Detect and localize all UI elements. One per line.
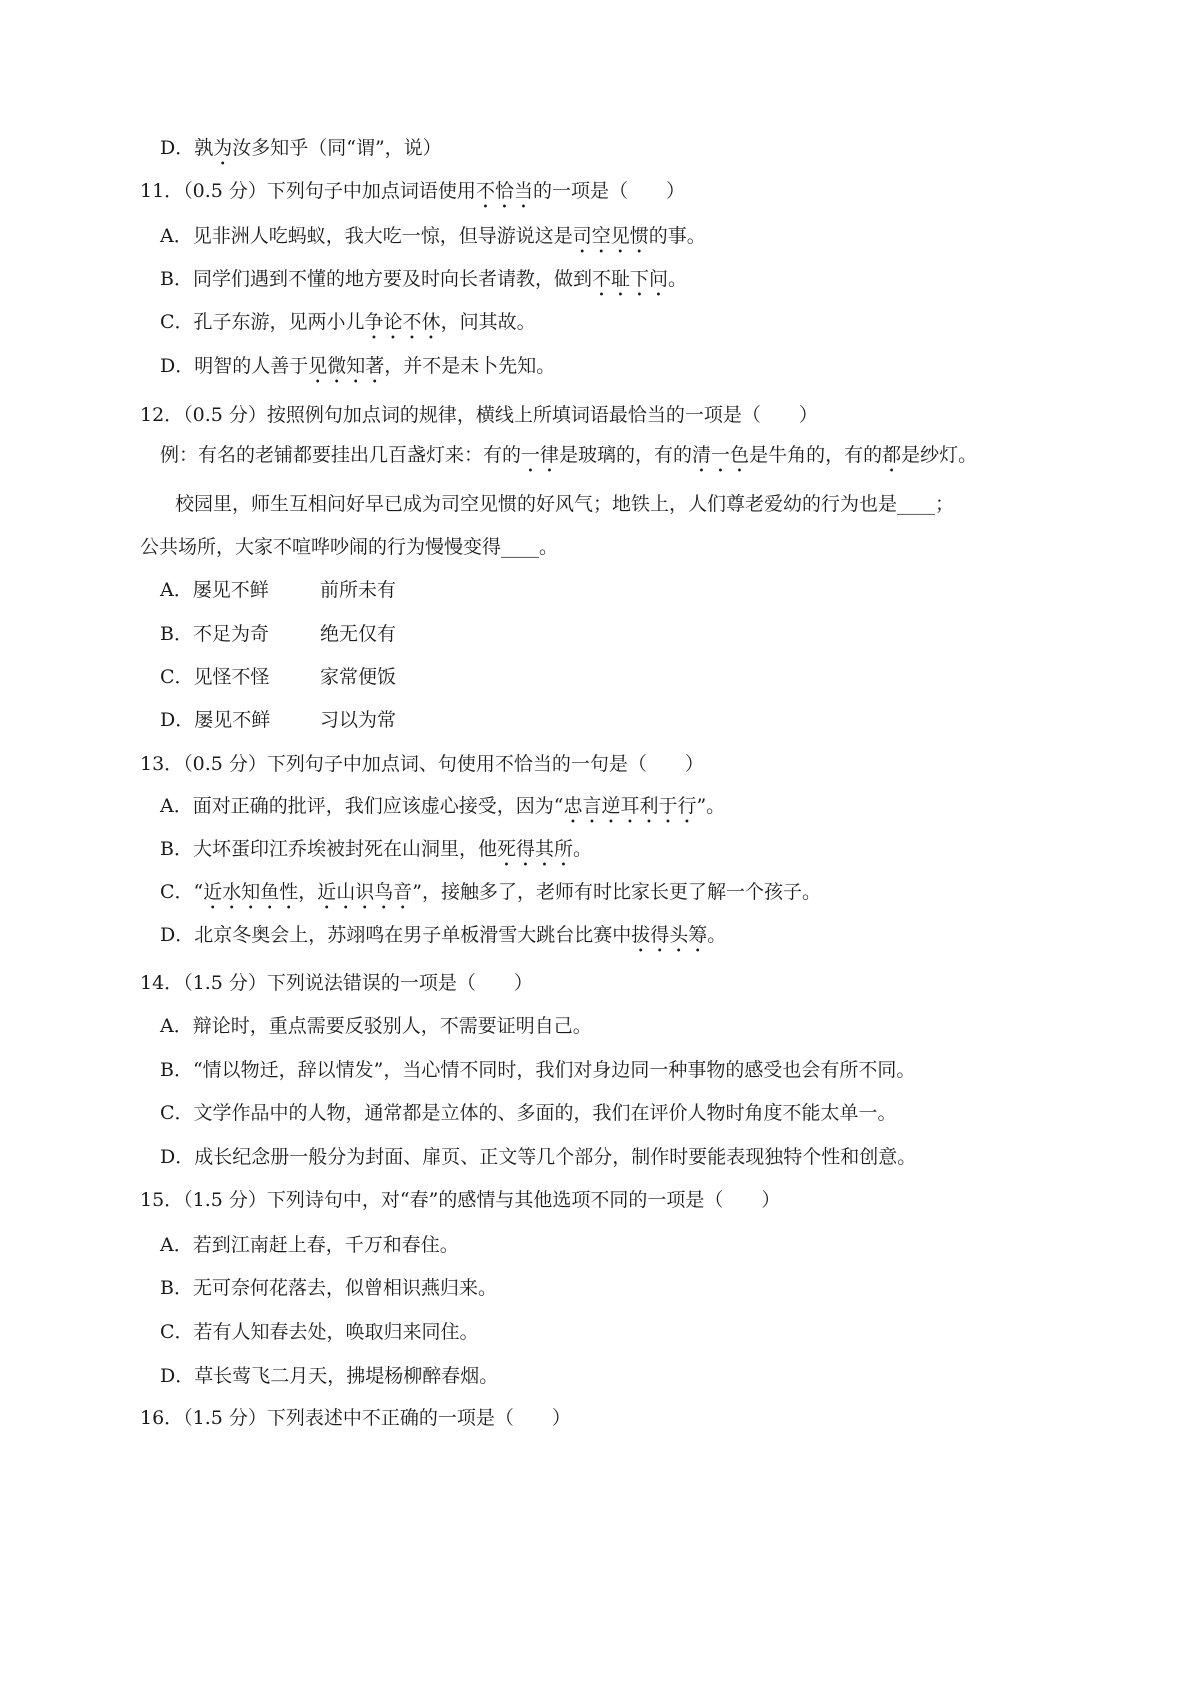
option-line [160, 1276, 497, 1300]
text: 是牛角的，有的 [749, 444, 883, 466]
text: 11．（0.5 分）下列句子中加点词语使用 [140, 180, 476, 202]
text: 汝多知乎（同“谓”，说） [232, 137, 442, 159]
text: A．见非洲人吃蚂蚁，我大吃一惊，但导游说这是 [160, 225, 573, 247]
text: 公共场所，大家不喧哗吵闹的行为慢慢变得 [140, 536, 502, 558]
text: 。 [707, 924, 727, 946]
text: B．不足为奇 [160, 623, 269, 645]
option-line [160, 578, 397, 602]
option-line [160, 354, 555, 388]
option-line [160, 1364, 498, 1388]
text: C．文学作品中的人物，通常都是立体的、多面的，我们在评价人物时角度不能太单一。 [160, 1102, 897, 1124]
question-line [140, 1188, 780, 1212]
option-second-word: 家常便饭 [320, 666, 397, 688]
text: 。 [667, 268, 687, 290]
text: C．孔子东游，见两小儿 [160, 311, 365, 333]
option-line [160, 443, 977, 477]
emphasized-text: 一律 [521, 444, 560, 466]
emphasized-text: 见微知著 [308, 355, 385, 377]
emphasized-text: 清一色 [692, 444, 750, 466]
option-line [160, 1058, 915, 1082]
text: 校园里，师生互相问好早已成为司空见惯的好风气；地铁上，人们尊老爱幼的行为也是 [175, 493, 898, 515]
question-line [140, 403, 818, 427]
paragraph-line [175, 492, 954, 516]
emphasized-text: 死得其所 [496, 838, 573, 860]
text: 13．（0.5 分）下列句子中加点词、句使用不恰当的一句是（ ） [140, 753, 704, 775]
text: 的一项是（ ） [532, 180, 685, 202]
option-line [160, 708, 397, 732]
text: 的事。 [648, 225, 706, 247]
fill-blank: ____ [501, 536, 540, 558]
question-line [140, 535, 558, 559]
option-line [160, 1320, 479, 1344]
text: A．面对正确的批评，我们应该虚心接受，因为“ [160, 795, 564, 817]
text: 12．（0.5 分）按照例句加点词的规律，横线上所填词语最恰当的一项是（ ） [140, 404, 818, 426]
text: 。 [572, 838, 592, 860]
question-line [140, 971, 533, 995]
text: ”，接触多了，老师有时比家长更了解一个孩子。 [412, 881, 821, 903]
option-second-word: 前所未有 [320, 579, 397, 601]
option-second-word: 绝无仅有 [320, 623, 397, 645]
text: D．明智的人善于 [160, 355, 309, 377]
emphasized-text: 争论不休 [364, 311, 441, 333]
text: ”。 [696, 795, 726, 817]
text: ，并不是未卜先知。 [384, 355, 556, 377]
text: A．若到江南赶上春，千万和春住。 [160, 1234, 459, 1256]
text: B．无可奈何花落去，似曾相识燕归来。 [160, 1277, 497, 1299]
option-line [160, 1233, 459, 1257]
option-second-word: 习以为常 [320, 709, 397, 731]
option-line [160, 1145, 916, 1169]
option-line [160, 923, 726, 957]
emphasized-text: 不耻下问 [591, 268, 668, 290]
option-line [160, 224, 706, 258]
text: ，问其故。 [440, 311, 536, 333]
text: 是纱灯。 [901, 444, 978, 466]
text: A．辩论时，重点需要反驳别人，不需要证明自己。 [160, 1015, 592, 1037]
option-line [160, 665, 397, 689]
option-line [160, 794, 725, 828]
text: C．见怪不怪 [160, 666, 270, 688]
text: D．孰 [160, 137, 214, 159]
text: A．屡见不鲜 [160, 579, 269, 601]
text: D．屡见不鲜 [160, 709, 271, 731]
option-line [160, 1014, 592, 1038]
question-line [140, 752, 704, 776]
emphasized-text: 忠言逆耳利于行 [563, 795, 697, 817]
question-line [140, 1406, 571, 1430]
option-line [160, 136, 442, 170]
text: B．同学们遇到不懂的地方要及时向长者请教，做到 [160, 268, 592, 290]
text: 15．（1.5 分）下列诗句中，对“春”的感情与其他选项不同的一项是（ ） [140, 1189, 781, 1211]
text: B．“情以物迁，辞以情发”，当心情不同时，我们对身边同一种事物的感受也会有所不同。 [160, 1059, 916, 1081]
question-line [140, 179, 685, 213]
text: D．草长莺飞二月天，拂堤杨柳醉春烟。 [160, 1365, 499, 1387]
emphasized-text: 都 [882, 444, 902, 466]
emphasized-text: 拔得头筹 [631, 924, 708, 946]
text: C．若有人知春去处，唤取归来同住。 [160, 1321, 479, 1343]
option-line [160, 880, 821, 914]
text: 16．（1.5 分）下列表述中不正确的一项是（ ） [140, 1407, 571, 1429]
emphasized-text: 司空见惯 [572, 225, 649, 247]
text: 是玻璃的，有的 [559, 444, 693, 466]
emphasized-text: 为 [213, 137, 233, 159]
option-line [160, 310, 536, 344]
emphasized-text: 近水知鱼性，近山识鸟音 [203, 881, 413, 903]
option-line [160, 1101, 897, 1125]
text: ； [935, 493, 955, 515]
text: C．“ [160, 881, 204, 903]
fill-blank: ____ [897, 493, 936, 515]
text: B．大坏蛋印江乔埃被封死在山洞里，他 [160, 838, 497, 860]
option-line [160, 267, 687, 301]
emphasized-text: 不恰当 [475, 180, 533, 202]
option-line [160, 622, 397, 646]
option-line [160, 837, 592, 871]
text: D．成长纪念册一般分为封面、扉页、正文等几个部分，制作时要能表现独特个性和创意。 [160, 1146, 917, 1168]
text: 例：有名的老铺都要挂出几百盏灯来：有的 [160, 444, 522, 466]
text: 14．（1.5 分）下列说法错误的一项是（ ） [140, 972, 533, 994]
text: 。 [539, 536, 559, 558]
text: D．北京冬奥会上，苏翊鸣在男子单板滑雪大跳台比赛中 [160, 924, 632, 946]
